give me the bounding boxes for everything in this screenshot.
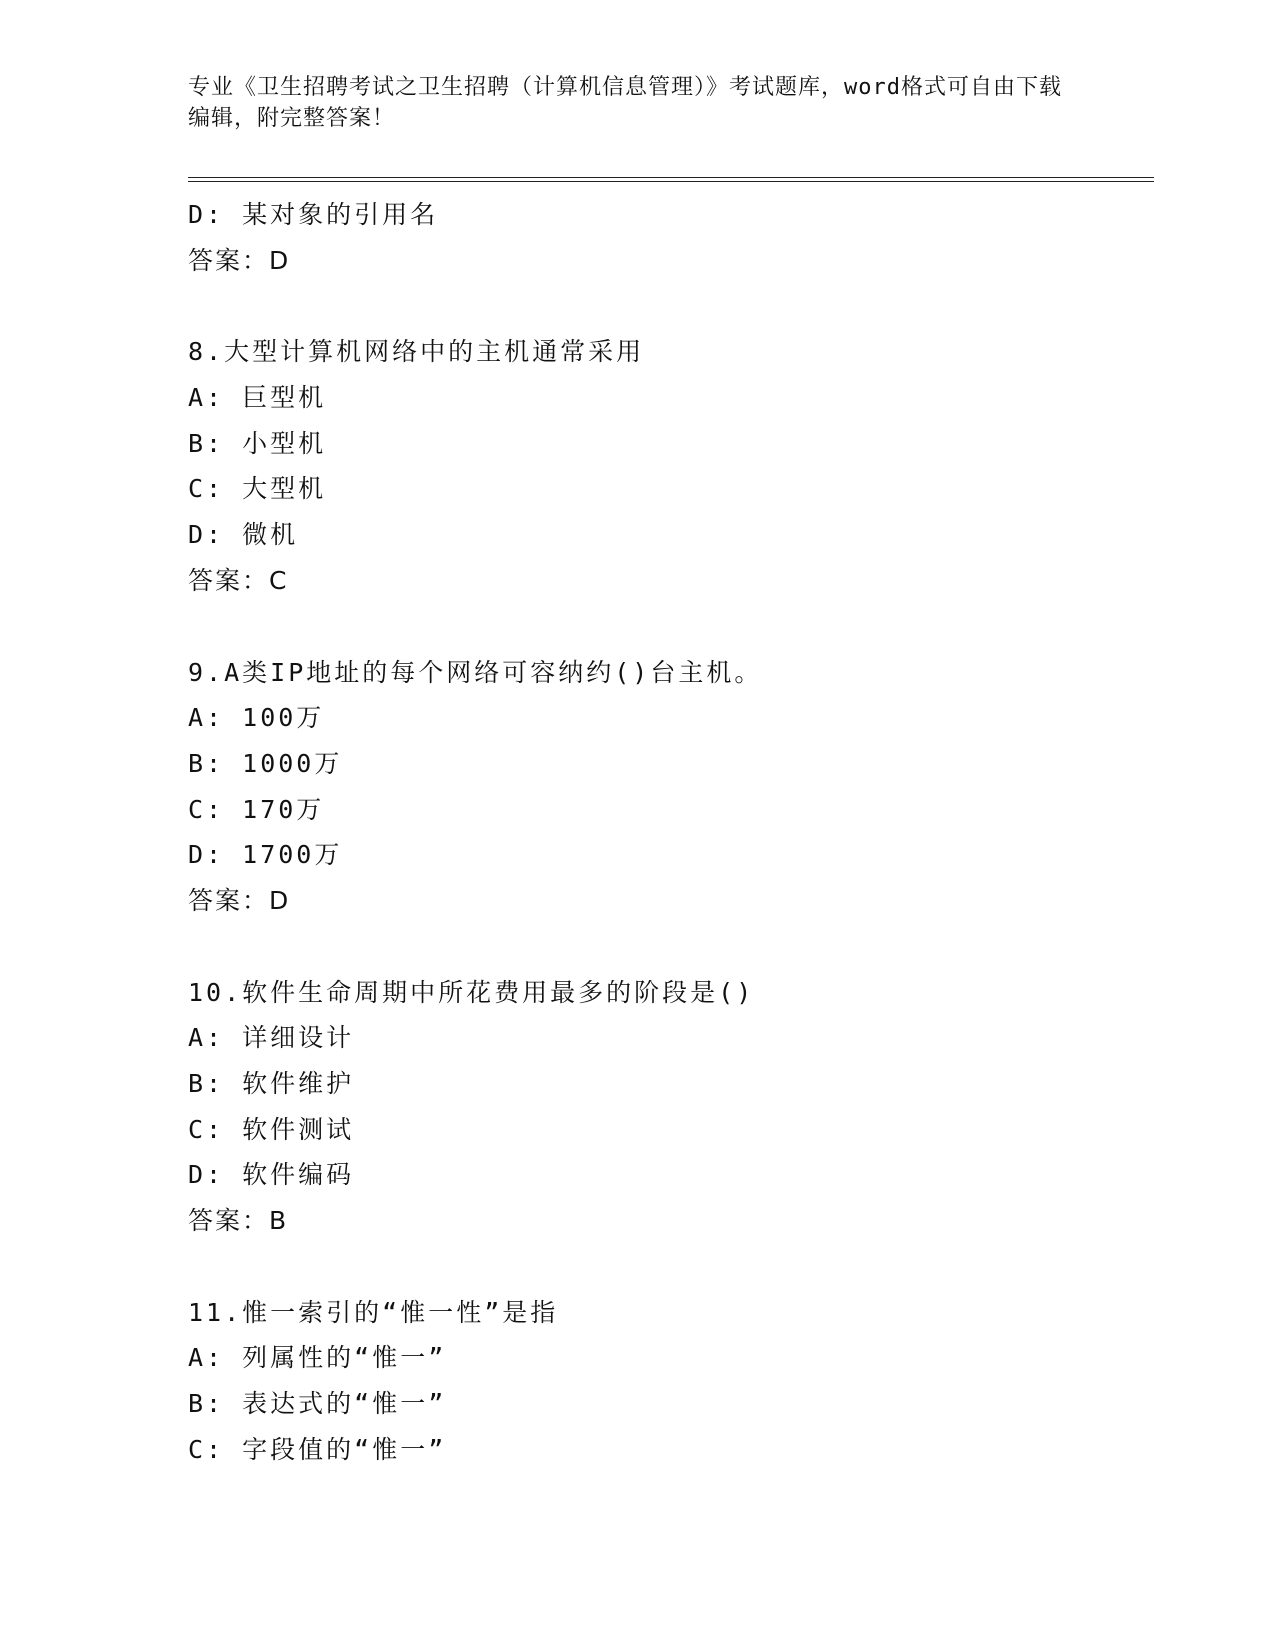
question-10-answer xyxy=(188,1198,1154,1244)
question-10-option-c: C: 软件测试 xyxy=(188,1114,355,1144)
question-9-option-d: D: 1700万 xyxy=(188,840,343,870)
question-10-option-b: B: 软件维护 xyxy=(188,1069,355,1098)
question-9-option-b: B: 1000万 xyxy=(188,748,343,778)
question-spacer xyxy=(188,924,1154,970)
question-9-option-a: A: 100万 xyxy=(188,703,325,733)
header-divider-bottom xyxy=(188,181,1154,182)
question-spacer xyxy=(188,604,1154,650)
question-10-stem: 10.软件生命周期中所花费用最多的阶段是() xyxy=(188,977,755,1007)
question-spacer xyxy=(188,283,1154,329)
question-10-option-d: D: 软件编码 xyxy=(188,1160,355,1190)
question-9-stem: 9.A类IP地址的每个网络可容纳约()台主机。 xyxy=(188,657,763,687)
answer-value: B xyxy=(269,1206,289,1236)
answer-label: 答案： xyxy=(188,245,270,275)
question-10-option-a: A: 详细设计 xyxy=(188,1023,355,1053)
answer-label: 答案： xyxy=(188,885,270,915)
question-list xyxy=(188,192,1154,1473)
answer-value: D xyxy=(269,885,291,915)
question-8-option-d: D: 微机 xyxy=(188,520,299,550)
answer-value: D xyxy=(269,245,291,275)
answer-label: 答案： xyxy=(188,1206,270,1236)
question-8-option-b: B: 小型机 xyxy=(188,428,327,458)
question-11-option-a: A: 列属性的“惟一” xyxy=(188,1343,447,1373)
prev-question-answer xyxy=(188,238,1154,284)
question-8-stem: 8.大型计算机网络中的主机通常采用 xyxy=(188,337,645,367)
question-8-option-c: C: 大型机 xyxy=(188,474,327,504)
question-11-option-b: B: 表达式的“惟一” xyxy=(188,1389,447,1419)
answer-value: C xyxy=(269,565,289,595)
question-11-option-c: C: 字段值的“惟一” xyxy=(188,1434,447,1464)
question-9-option-c: C: 170万 xyxy=(188,794,325,824)
prev-question-option-d: D: 某对象的引用名 xyxy=(188,200,439,229)
header-divider-top xyxy=(188,177,1154,178)
question-11-stem: 11.惟一索引的“惟一性”是指 xyxy=(188,1297,559,1327)
question-spacer xyxy=(188,1244,1154,1290)
document-header: 专业《卫生招聘考试之卫生招聘（计算机信息管理）》考试题库，word格式可自由下载编辑，附完整答案！ xyxy=(188,75,1062,131)
question-9-answer xyxy=(188,878,1154,924)
question-8-option-a: A: 巨型机 xyxy=(188,383,327,413)
question-8-answer xyxy=(188,558,1154,604)
answer-label: 答案： xyxy=(188,565,270,595)
